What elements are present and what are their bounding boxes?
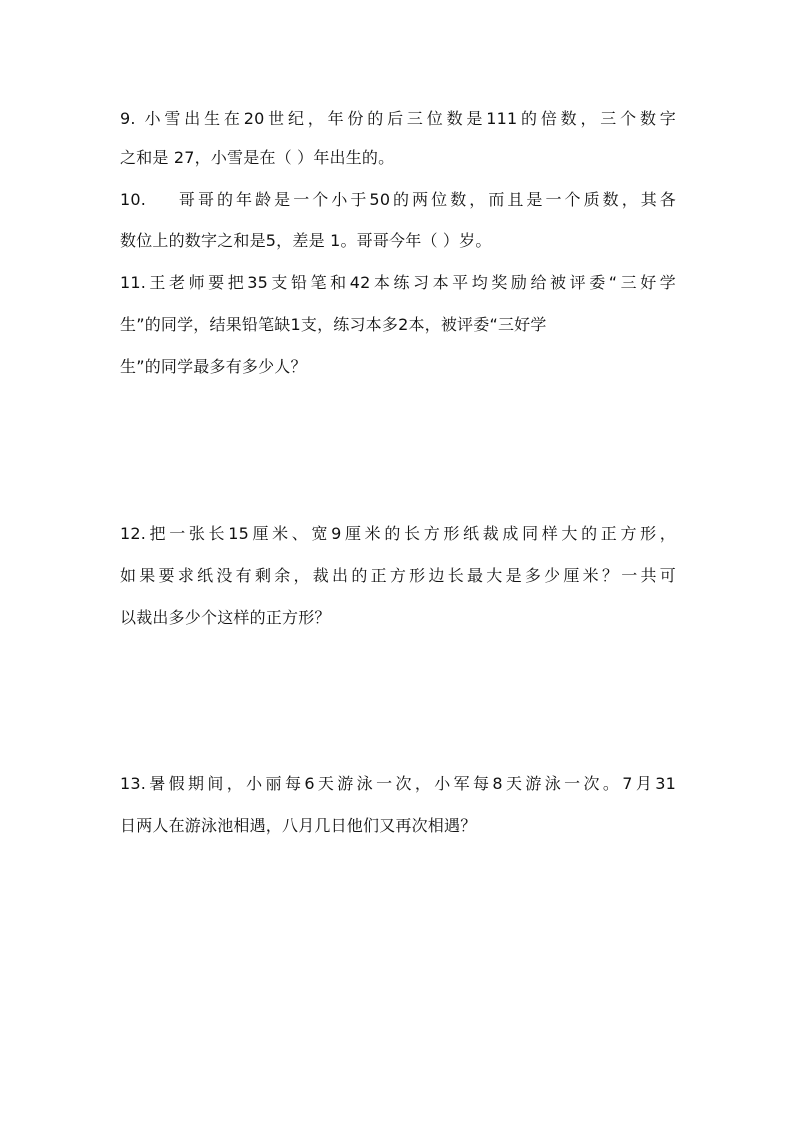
question-12-line-2: 如果要求纸没有剩余，裁出的正方形边长最大是多少厘米？一共可 bbox=[120, 566, 676, 585]
question-10-line-2: 数位上的数字之和是5，差是 1。哥哥今年（ ）岁。 bbox=[120, 231, 492, 250]
question-13-line-2: 日两人在游泳池相遇，八月几日他们又再次相遇？ bbox=[120, 816, 477, 835]
question-10-line-1 bbox=[120, 189, 676, 211]
question-9-line-2: 之和是 27，小雪是在（ ）年出生的。 bbox=[120, 148, 395, 167]
question-9-line-1: 9. 小雪出生在20世纪，年份的后三位数是111的倍数，三个数字 bbox=[120, 109, 676, 128]
question-13-line-1: 13.暑假期间，小丽每6天游泳一次，小军每8天游泳一次。7月31 bbox=[120, 774, 676, 793]
question-12-line-3: 以裁出多少个这样的正方形？ bbox=[120, 608, 331, 627]
question-10-text: 哥哥的年龄是一个小于50的两位数，而且是一个质数，其各 bbox=[176, 190, 676, 209]
question-12-line-1: 12.把一张长15厘米、宽9厘米的长方形纸裁成同样大的正方形， bbox=[120, 524, 676, 543]
question-11-line-3: 生”的同学最多有多少人？ bbox=[120, 357, 307, 376]
question-11-line-1: 11.王老师要把35支铅笔和42本练习本平均奖励给被评委“三好学 bbox=[120, 273, 676, 292]
question-10-number: 10. bbox=[120, 190, 147, 209]
question-11-line-2: 生”的同学，结果铅笔缺1支，练习本多2本，被评委“三好学 bbox=[120, 315, 547, 334]
